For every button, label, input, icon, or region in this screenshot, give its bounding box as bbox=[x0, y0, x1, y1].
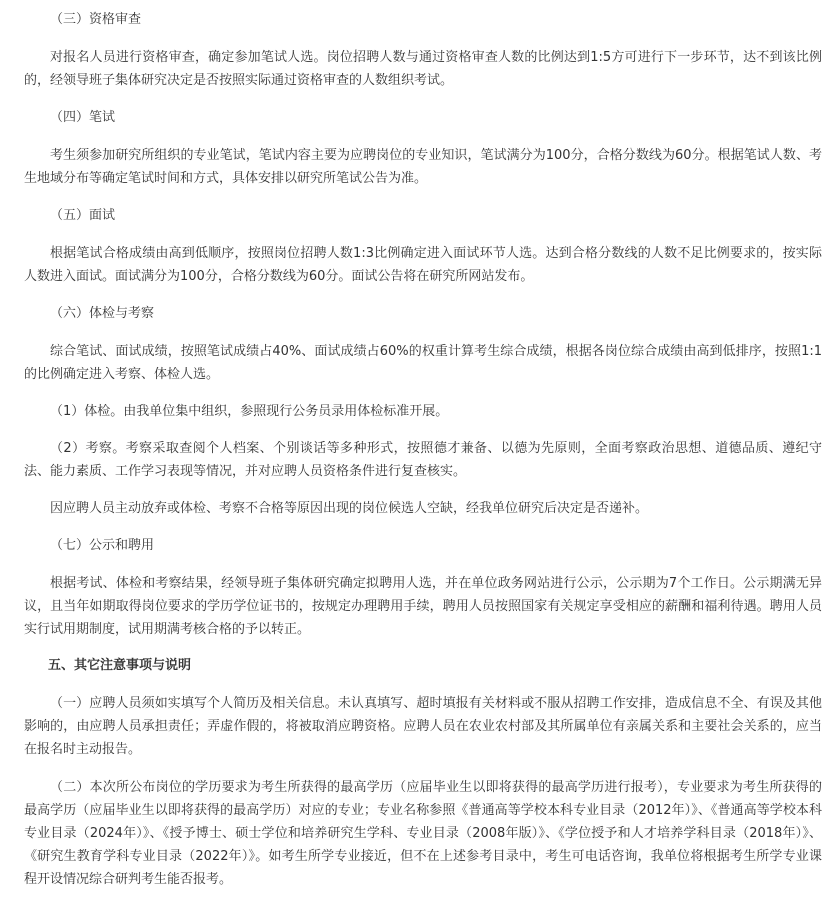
section-title-other-notes: 五、其它注意事项与说明 bbox=[48, 658, 192, 673]
paragraph-vacancy-note: 因应聘人员主动放弃或体检、考察不合格等原因出现的岗位候选人空缺，经我单位研究后决定是否递补。 bbox=[50, 501, 649, 516]
paragraph-other-item-2: （二）本次所公布岗位的学历要求为考生所获得的最高学历（应届毕业生以即将获得的最高学历进行报考），专业要求为考生所获得的最高学历（应届毕业生以即将获得的最高学历）对应的专业；专业名称参照《普通高等学校本科专业目录（2012年）》、《普通高等学校本科专业目录（2024年）》、《授予博士、硕士学位和培养研究生学科、专业目录（2008年版）》、《学位授予和人才培养学科目录（2018年）》、《研究生教育学科专业目录（2022年）》。如考生所学专业接近，但不在上述参考目录中，考生可电话咨询，我单位将根据考生所学专业课程开设情况综合研判考生能否报考。 bbox=[24, 780, 822, 887]
heading-publicity: （七）公示和聘用 bbox=[50, 538, 155, 553]
paragraph-other-item-1: （一）应聘人员须如实填写个人简历及相关信息。未认真填写、超时填报有关材料或不服从招聘工作安排，造成信息不全、有误及其他影响的，由应聘人员承担责任；弄虚作假的，将被取消应聘资格。应聘人员在农业农村部及其所属单位有亲属关系和主要社会关系的，应当在报名时主动报告。 bbox=[24, 696, 822, 757]
paragraph-interview: 根据笔试合格成绩由高到低顺序，按照岗位招聘人数1:3比例确定进入面试环节人选。达到合格分数线的人数不足比例要求的，按实际人数进入面试。面试满分为100分，合格分数线为60分。面试公告将在研究所网站发布。 bbox=[24, 246, 822, 284]
paragraph-qualification: 对报名人员进行资格审查，确定参加笔试人选。岗位招聘人数与通过资格审查人数的比例达到1:5方可进行下一步环节，达不到该比例的，经领导班子集体研究决定是否按照实际通过资格审查的人数组织考试。 bbox=[24, 50, 822, 88]
heading-qualification: （三）资格审查 bbox=[50, 12, 142, 27]
heading-interview: （五）面试 bbox=[50, 208, 116, 223]
paragraph-medical-item-2: （2）考察。考察采取查阅个人档案、个别谈话等多种形式，按照德才兼备、以德为先原则，全面考察政治思想、道德品质、遵纪守法、能力素质、工作学习表现等情况，并对应聘人员资格条件进行复查核实。 bbox=[24, 441, 822, 479]
paragraph-publicity: 根据考试、体检和考察结果，经领导班子集体研究确定拟聘用人选，并在单位政务网站进行公示，公示期为7个工作日。公示期满无异议，且当年如期取得岗位要求的学历学位证书的，按规定办理聘用手续，聘用人员按照国家有关规定享受相应的薪酬和福利待遇。聘用人员实行试用期制度，试用期满考核合格的予以转正。 bbox=[24, 576, 822, 637]
heading-medical-exam: （六）体检与考察 bbox=[50, 306, 155, 321]
paragraph-medical-item-1: （1）体检。由我单位集中组织，参照现行公务员录用体检标准开展。 bbox=[50, 404, 449, 419]
paragraph-medical-exam: 综合笔试、面试成绩，按照笔试成绩占40%、面试成绩占60%的权重计算考生综合成绩，根据各岗位综合成绩由高到低排序，按照1:1的比例确定进入考察、体检人选。 bbox=[24, 344, 822, 382]
heading-written-exam: （四）笔试 bbox=[50, 110, 116, 125]
paragraph-written-exam: 考生须参加研究所组织的专业笔试，笔试内容主要为应聘岗位的专业知识，笔试满分为100分，合格分数线为60分。根据笔试人数、考生地域分布等确定笔试时间和方式，具体安排以研究所笔试公告为准。 bbox=[24, 148, 822, 186]
